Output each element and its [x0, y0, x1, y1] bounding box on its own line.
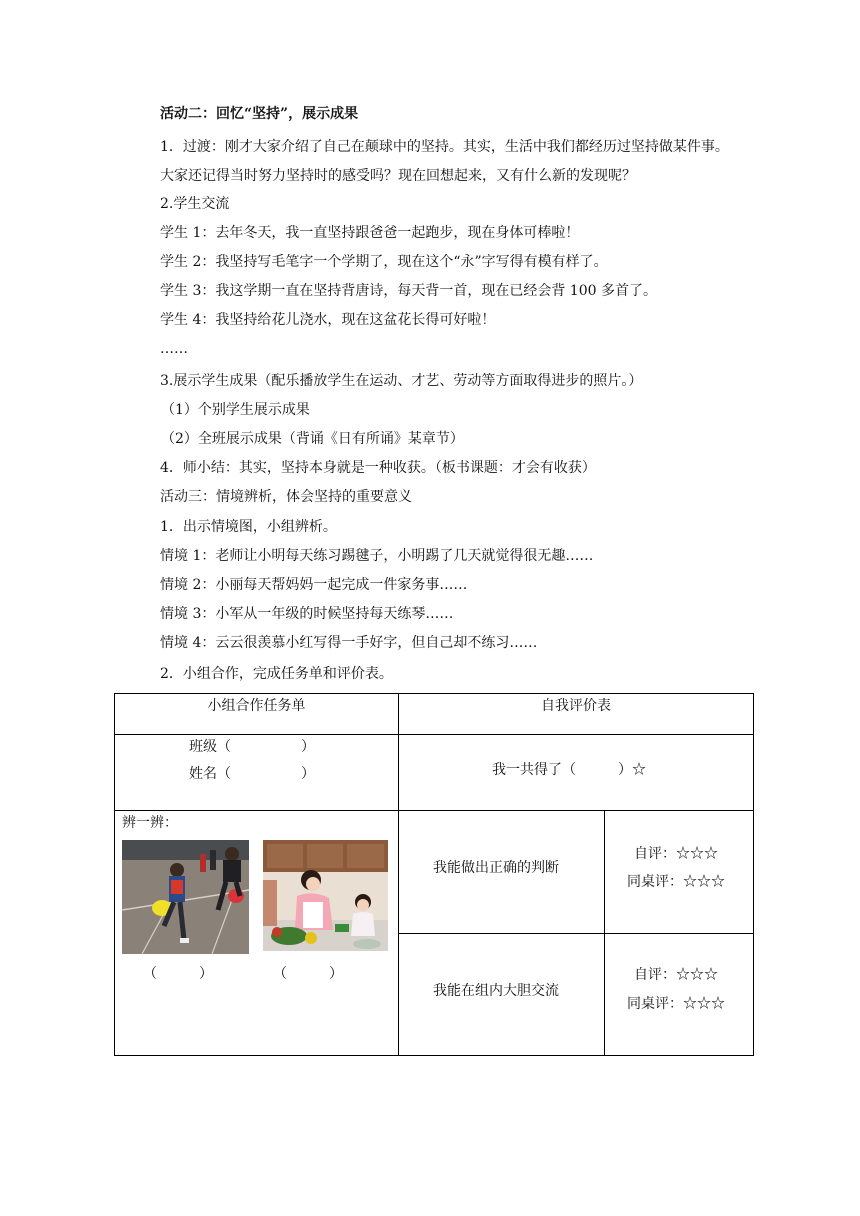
eval-item-judgment: 我能做出正确的判断 [433, 860, 559, 876]
activity2-paragraph-3: 3.展示学生成果（配乐播放学生在运动、才艺、劳动等方面取得进步的照片。） [160, 373, 643, 389]
activity3-paragraph-1: 1．出示情境图，小组辨析。 [160, 519, 337, 535]
context-3-line: 情境 3：小军从一年级的时候坚持每天练琴…… [160, 606, 454, 622]
student-2-line: 学生 2：我坚持写毛笔字一个学期了，现在这个“永”字写得有模有样了。 [160, 254, 608, 270]
student-3-line: 学生 3：我这学期一直在坚持背唐诗，每天背一首，现在已经会背 100 多首了。 [160, 283, 657, 299]
student-4-line: 学生 4：我坚持给花儿浇水，现在这盆花长得可好啦！ [160, 312, 496, 328]
activity2-paragraph-3b: （2）全班展示成果（背诵《日有所诵》某章节） [161, 431, 464, 447]
peer-eval-row2: 同桌评：☆☆☆ [627, 996, 725, 1012]
student-1-line: 学生 1：去年冬天，我一直坚持跟爸爸一起跑步，现在身体可棒啦！ [160, 225, 580, 241]
activity2-paragraph-1 [160, 133, 738, 191]
activity2-p1-text: 1．过渡：刚才大家介绍了自己在颠球中的坚持。其实，生活中我们都经历过坚持做某件事。大家还记得当时努力坚持时的感受吗？现在回想起来，又有什么新的发现呢？ [160, 139, 729, 184]
activity2-paragraph-3a: （1）个别学生展示成果 [161, 402, 310, 418]
class-field-label: 班级（ ） [189, 739, 315, 755]
name-field-label: 姓名（ ） [189, 766, 315, 782]
peer-eval-row1: 同桌评：☆☆☆ [627, 874, 725, 890]
activity3-paragraph-2: 2．小组合作，完成任务单和评价表。 [160, 666, 393, 682]
table-row-line-3 [399, 933, 753, 934]
photo2-answer-blank: （ ） [273, 966, 343, 982]
photo-shuttlecock-kids [122, 840, 249, 954]
activity2-heading: 活动二：回忆“坚持”，展示成果 [160, 106, 359, 122]
total-stars-line: 我一共得了（ ）☆ [492, 762, 646, 778]
eval-item-communication: 我能在组内大胆交流 [433, 983, 559, 999]
context-4-line: 情境 4：云云很羡慕小红写得一手好字，但自己却不练习…… [160, 635, 538, 651]
table-divider-vertical [398, 694, 399, 1055]
photo1-answer-blank: （ ） [143, 966, 213, 982]
table-row-line-1 [115, 734, 753, 735]
table-divider-inner [604, 810, 605, 1055]
discern-label: 辨一辨： [122, 815, 178, 831]
table-row-line-2 [115, 810, 753, 811]
context-2-line: 情境 2：小丽每天帮妈妈一起完成一件家务事…… [160, 577, 468, 593]
task-sheet-header: 小组合作任务单 [207, 698, 306, 714]
photo-mother-daughter-kitchen [263, 840, 388, 951]
ellipsis-line: …… [160, 341, 188, 357]
task-evaluation-table [114, 693, 754, 1056]
self-eval-row1: 自评：☆☆☆ [634, 846, 718, 862]
activity3-heading: 活动三：情境辨析，体会坚持的重要意义 [160, 489, 412, 505]
self-eval-row2: 自评：☆☆☆ [634, 967, 718, 983]
context-1-line: 情境 1：老师让小明每天练习踢毽子，小明踢了几天就觉得很无趣…… [160, 548, 594, 564]
self-eval-header: 自我评价表 [541, 698, 611, 714]
activity2-paragraph-4: 4．师小结：其实，坚持本身就是一种收获。（板书课题：才会有收获） [160, 460, 596, 476]
activity2-paragraph-2: 2.学生交流 [160, 196, 230, 212]
